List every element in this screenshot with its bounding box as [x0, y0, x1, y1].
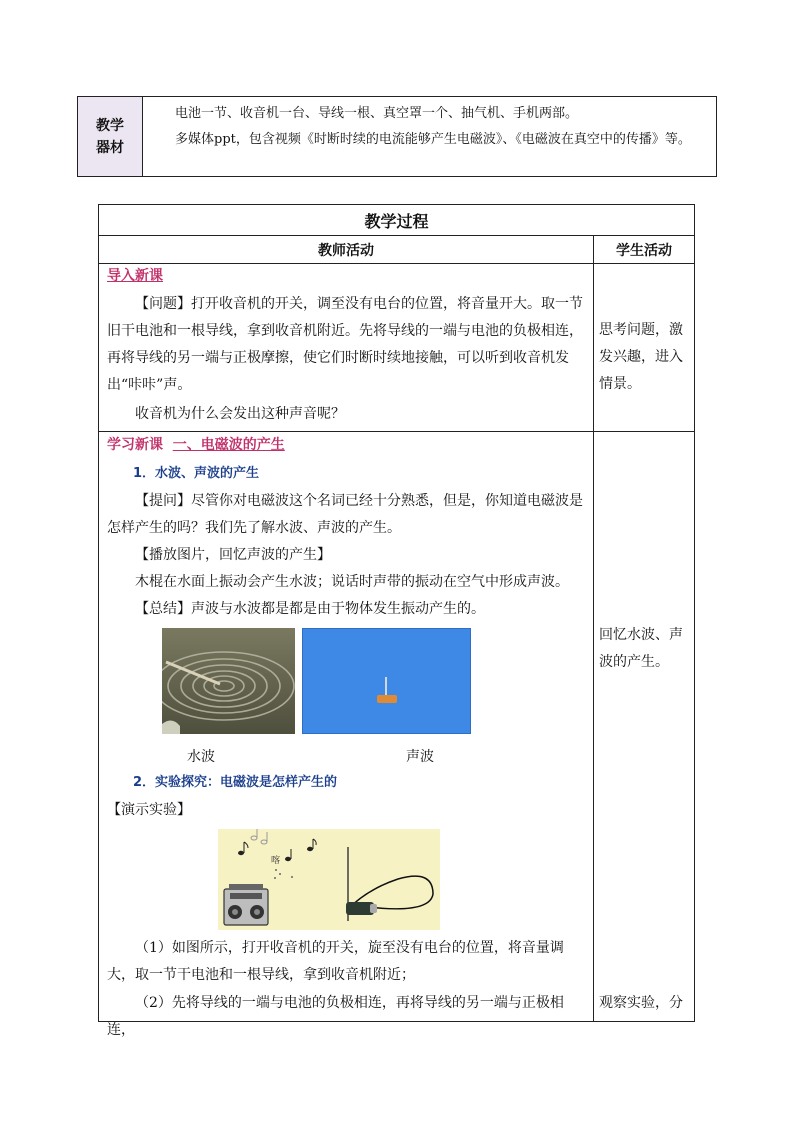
equipment-label: [78, 97, 143, 176]
column-divider: [593, 235, 594, 1021]
intro-heading: 导入新课: [107, 268, 163, 284]
experiment-image: [218, 829, 440, 930]
learn-p6: （1）如图所示，打开收音机的开关，旋至没有电台的位置，将音量调大，取一节干电池和一根导线，拿到收音机附近；: [107, 940, 564, 983]
water-wave-graphic: [162, 628, 295, 734]
process-table: [98, 204, 695, 1038]
equipment-table: [77, 96, 717, 177]
learn-p2: 【播放图片，回忆声波的产生】: [135, 547, 331, 563]
caption-water: 水波: [187, 749, 215, 765]
divider: [99, 263, 694, 264]
learn-p3: 木棍在水面上振动会产生水波；说话时声带的振动在空气中形成声波。: [135, 574, 569, 590]
process-title: 教学过程: [364, 211, 429, 231]
water-wave-image: [162, 628, 295, 734]
learn-p7: （2）先将导线的一端与电池的负极相连，再将导线的另一端与正极相连，: [107, 995, 564, 1038]
intro-question: 【问题】打开收音机的开关，调至没有电台的位置，将音量开大。取一节旧干电池和一根导线，拿到收音机附近。先将导线的一端与电池的负极相连，再将导线的另一端与正极摩擦，使它们时断时续地接触，可以听到收音机发出“咔咔”声。: [107, 296, 583, 393]
header-teacher: 教师活动: [318, 242, 374, 259]
header-student: 学生活动: [616, 242, 672, 259]
sub-heading-2: 2．实验探究：电磁波是怎样产生的: [133, 775, 338, 790]
learn-student-1: 回忆水波、声波的产生。: [599, 627, 683, 670]
intro-ask: 收音机为什么会发出这种声音呢？: [135, 406, 345, 422]
equipment-line2: 多媒体ppt，包含视频《时断时续的电流能够产生电磁波》、《电磁波在真空中的传播》等。: [175, 132, 691, 147]
caption-sound: 声波: [406, 749, 434, 765]
sub-heading-1: 1．水波、声波的产生: [133, 466, 260, 481]
equipment-content: [143, 97, 716, 176]
equipment-line1: 电池一节、收音机一台、导线一根、真空罩一个、抽气机、手机两部。: [175, 106, 579, 121]
tuning-fork-graphic: [303, 629, 470, 733]
equipment-label-line2: 器材: [96, 139, 124, 156]
learn-p1: 【提问】尽管你对电磁波这个名词已经十分熟悉，但是，你知道电磁波是怎样产生的吗？我们先了解水波、声波的产生。: [107, 493, 583, 536]
experiment-glyph: 喀: [271, 856, 281, 866]
learn-student-2: 观察实验，分: [599, 995, 683, 1011]
experiment-graphic: [218, 829, 440, 930]
intro-student: 思考问题，激发兴趣，进入情景。: [599, 322, 683, 392]
sound-wave-image: [302, 628, 471, 734]
learn-p4: 【总结】声波与水波都是都是由于物体发生振动产生的。: [135, 601, 485, 617]
learn-heading: 学习新课 一、电磁波的产生: [107, 437, 285, 453]
equipment-label-line1: 教学: [96, 117, 124, 134]
learn-p5: 【演示实验】: [107, 802, 191, 818]
